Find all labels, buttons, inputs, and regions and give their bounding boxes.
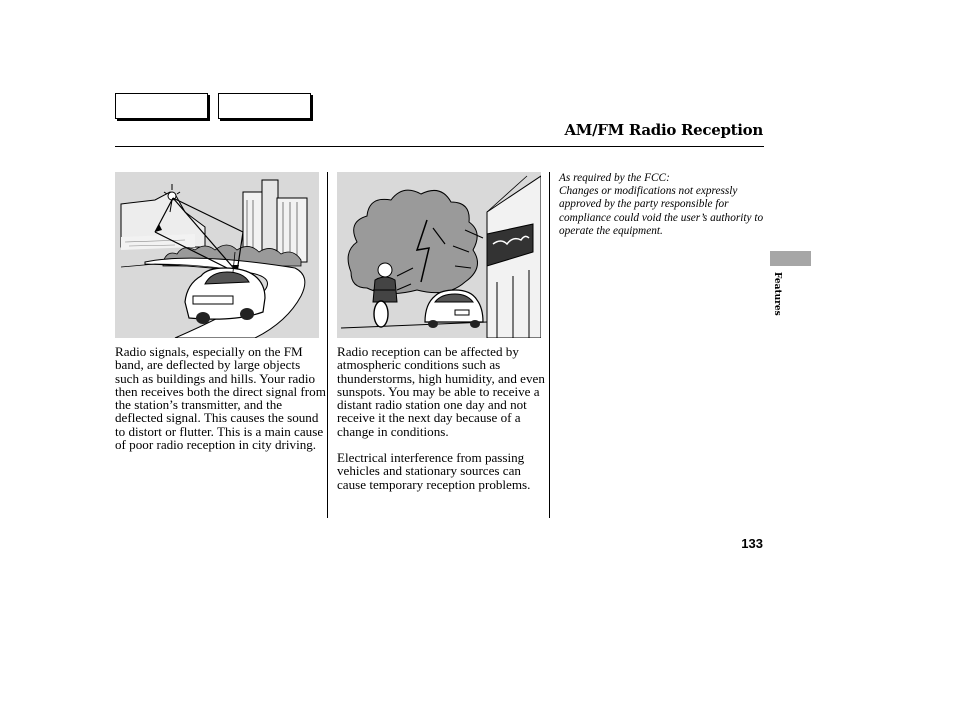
title-divider <box>115 146 764 147</box>
section-tab[interactable] <box>770 251 811 266</box>
page-number: 133 <box>741 536 763 551</box>
atmospheric-paragraph: Radio reception can be affected by atmospheric conditions such as thunderstorms, high humidity, and even sunspots. You may be able to receive a distant radio station one day and not receive it the next day because of a change in conditions. <box>337 344 545 439</box>
signal-deflection-illustration <box>115 172 319 338</box>
fcc-notice <box>559 172 769 238</box>
nav-button-previous[interactable] <box>115 93 208 119</box>
column-divider-2 <box>549 172 550 518</box>
section-label: Features <box>772 272 782 316</box>
interference-paragraph: Electrical interference from passing vehicles and stationary sources can cause temporary reception problems. <box>337 450 531 492</box>
deflection-paragraph: Radio signals, especially on the FM band, are deflected by large objects such as buildings and hills. Your radio then receives both the direct signal from the station’s transmitter, and the deflected signal. This causes the sound to distort or flutter. This is a main cause of poor radio reception in city driving. <box>115 344 326 453</box>
interference-illustration <box>337 172 541 338</box>
page-title: AM/FM Radio Reception <box>564 121 763 139</box>
fcc-notice-body: Changes or modifications not expressly approved by the party responsible for compliance could void the user’s authority to operate the equipment. <box>559 185 764 237</box>
fcc-notice-heading: As required by the FCC: <box>559 172 670 184</box>
column-divider-1 <box>327 172 328 518</box>
nav-button-next[interactable] <box>218 93 311 119</box>
